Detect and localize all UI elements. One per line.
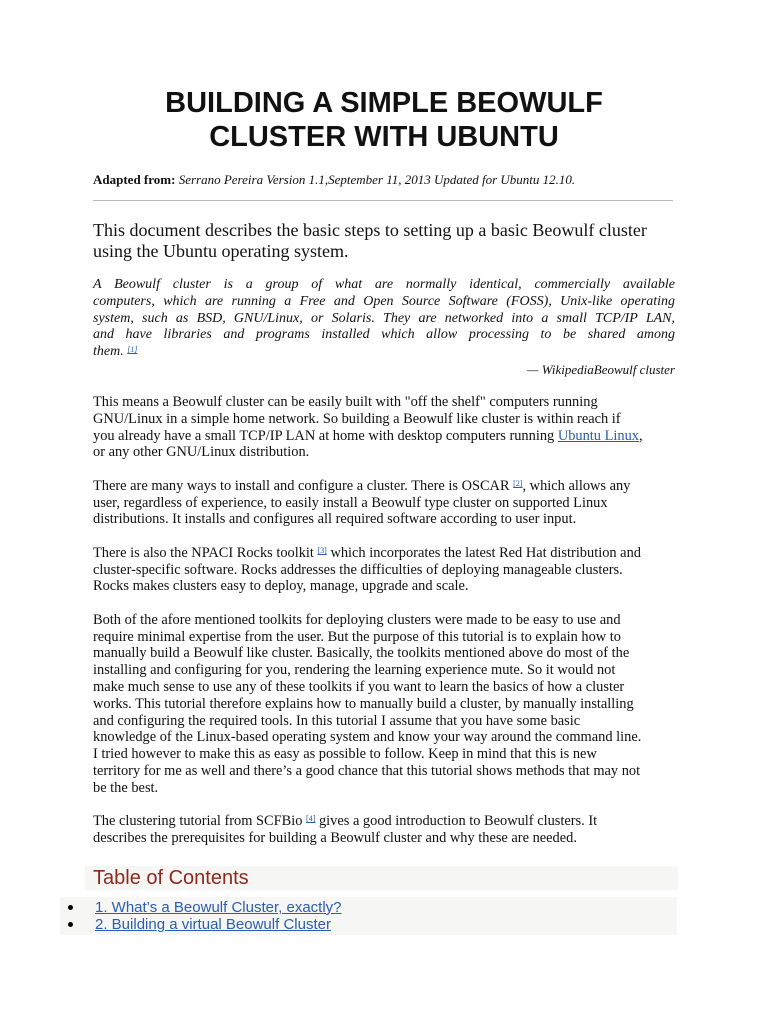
text-line xyxy=(93,311,675,328)
text-segment: gives a good introduction to Beowulf clusters. It xyxy=(315,813,598,830)
citation xyxy=(306,814,315,823)
toc-link[interactable]: 2. Building a virtual Beowulf Cluster xyxy=(95,916,331,933)
bullet-icon xyxy=(68,922,73,927)
citation-link[interactable]: [2] xyxy=(513,478,523,488)
text-segment: user, regardless of experience, to easily install a Beowulf type cluster on supported Linux xyxy=(93,494,608,511)
text-segment: Rocks makes clusters easy to deploy, manage, upgrade and scale. xyxy=(93,578,469,595)
toc-link[interactable]: 1. What’s a Beowulf Cluster, exactly? xyxy=(95,899,342,916)
title-line: BUILDING A SIMPLE BEOWULF xyxy=(165,87,603,119)
citation xyxy=(127,345,137,354)
text-line xyxy=(93,444,683,461)
table-of-contents xyxy=(60,866,680,935)
text-line xyxy=(93,696,683,713)
text-segment: manually build a Beowulf like cluster. Basically, the toolkits mentioned above do most of the xyxy=(93,645,630,662)
text-line xyxy=(93,578,683,595)
text-line xyxy=(93,495,683,512)
text-segment: There is also the NPACI Rocks toolkit xyxy=(93,544,318,561)
text-segment: describes the prerequisites for building a Beowulf cluster and why these are needed. xyxy=(93,829,577,846)
text-segment: There are many ways to install and configure a cluster. There is OSCAR xyxy=(93,477,514,494)
text-line xyxy=(93,294,675,311)
adapted-source: Serrano Pereira Version 1.1,September 11, 2013 Updated for Ubuntu 12.10. xyxy=(178,172,576,187)
text-segment: installing and configuring for you, rendering the learning experience mute. So it would not xyxy=(93,662,616,679)
inline-link[interactable]: Ubuntu Linux xyxy=(557,427,639,444)
text-segment: , which allows any xyxy=(522,477,631,494)
text-line xyxy=(93,780,683,797)
quote-attribution: — WikipediaBeowulf cluster xyxy=(526,362,675,377)
text-line xyxy=(93,411,683,428)
citation-link[interactable]: [4] xyxy=(306,814,316,824)
citation xyxy=(318,546,327,555)
toc-heading: Table of Contents xyxy=(85,866,678,890)
adapted-from xyxy=(93,172,575,188)
text-line xyxy=(93,679,683,696)
horizontal-divider xyxy=(93,200,673,201)
text-segment: distributions. It installs and configures all required software according to user input. xyxy=(93,511,577,528)
text-segment: or any other GNU/Linux distribution. xyxy=(93,444,310,461)
text-segment: Both of the afore mentioned toolkits for deploying clusters were made to be easy to use and xyxy=(93,611,621,628)
text-line xyxy=(93,511,683,528)
toc-item xyxy=(60,916,677,933)
document-body xyxy=(93,394,683,863)
bullet-icon xyxy=(68,905,73,910)
citation-link[interactable]: [3] xyxy=(317,545,327,555)
text-segment: This means a Beowulf cluster can be easily built with "off the shelf" computers running xyxy=(93,394,598,410)
citation xyxy=(513,479,522,488)
paragraph xyxy=(93,394,683,461)
text-segment: I tried however to make this as easy as possible to follow. Keep in mind that this is new xyxy=(93,746,597,763)
text-line xyxy=(93,428,683,445)
text-line xyxy=(93,344,675,361)
citation-link[interactable]: [1] xyxy=(127,345,138,355)
text-segment: territory for me as well and there’s a good chance that this tutorial shows methods that may not xyxy=(93,762,641,779)
toc-list xyxy=(60,897,677,935)
text-segment: GNU/Linux in a simple home network. So building a Beowulf like cluster is within reach if xyxy=(93,410,621,427)
paragraph xyxy=(93,478,683,528)
intro-line: using the Ubuntu operating system. xyxy=(93,241,349,261)
text-segment: computers, which are running a Free and Open Source Software (FOSS), Unix-like operating xyxy=(93,293,675,309)
text-line xyxy=(93,729,683,746)
text-line xyxy=(93,394,683,411)
text-segment: them. xyxy=(93,344,128,360)
text-segment: , xyxy=(638,427,643,444)
text-line xyxy=(93,612,683,629)
text-line xyxy=(93,746,683,763)
title-line: CLUSTER WITH UBUNTU xyxy=(209,121,559,153)
text-line xyxy=(93,763,683,780)
text-segment: require minimal expertise from the user. But the purpose of this tutorial is to explain how to xyxy=(93,628,621,645)
paragraph xyxy=(93,813,683,847)
paragraph xyxy=(93,545,683,595)
intro-text xyxy=(93,220,693,262)
text-segment: you already have a small TCP/IP LAN at home with desktop computers running xyxy=(93,427,558,444)
text-segment: A Beowulf cluster is a group of what are normally identical, commercially available xyxy=(93,277,675,292)
text-segment: The clustering tutorial from SCFBio xyxy=(93,813,307,830)
intro-line: This document describes the basic steps to setting up a basic Beowulf cluster xyxy=(93,220,647,240)
text-line xyxy=(93,327,675,344)
text-segment: works. This tutorial therefore explains how to manually build a cluster, by manually installing xyxy=(93,695,634,712)
toc-item xyxy=(60,899,677,916)
text-line xyxy=(93,830,683,847)
text-line xyxy=(93,562,683,579)
document-title xyxy=(0,86,768,154)
text-line xyxy=(93,662,683,679)
text-segment: system, such as BSD, GNU/Linux, or Solaris. They are networked into a small TCP/IP LAN, xyxy=(93,310,675,326)
adapted-label: Adapted from: xyxy=(93,172,176,187)
text-segment: knowledge of the Linux-based operating system and know your way around the command line. xyxy=(93,729,642,746)
text-line xyxy=(93,713,683,730)
text-line xyxy=(93,813,683,830)
text-segment: make much sense to use any of these toolkits if you want to learn the basics of how a cluster xyxy=(93,678,625,695)
text-line xyxy=(93,277,675,294)
text-segment: which incorporates the latest Red Hat distribution and xyxy=(326,544,641,561)
text-line xyxy=(93,645,683,662)
text-line xyxy=(93,545,683,562)
text-segment: and have libraries and programs installed which allow processing to be shared among xyxy=(93,327,675,343)
wikipedia-quote xyxy=(93,277,675,361)
text-line xyxy=(93,478,683,495)
text-line xyxy=(93,629,683,646)
text-segment: cluster-specific software. Rocks addresses the difficulties of deploying manageable clusters. xyxy=(93,561,623,578)
text-segment: be the best. xyxy=(93,779,159,796)
text-segment: and configuring the required tools. In this tutorial I assume that you have some basic xyxy=(93,712,581,729)
paragraph xyxy=(93,612,683,797)
